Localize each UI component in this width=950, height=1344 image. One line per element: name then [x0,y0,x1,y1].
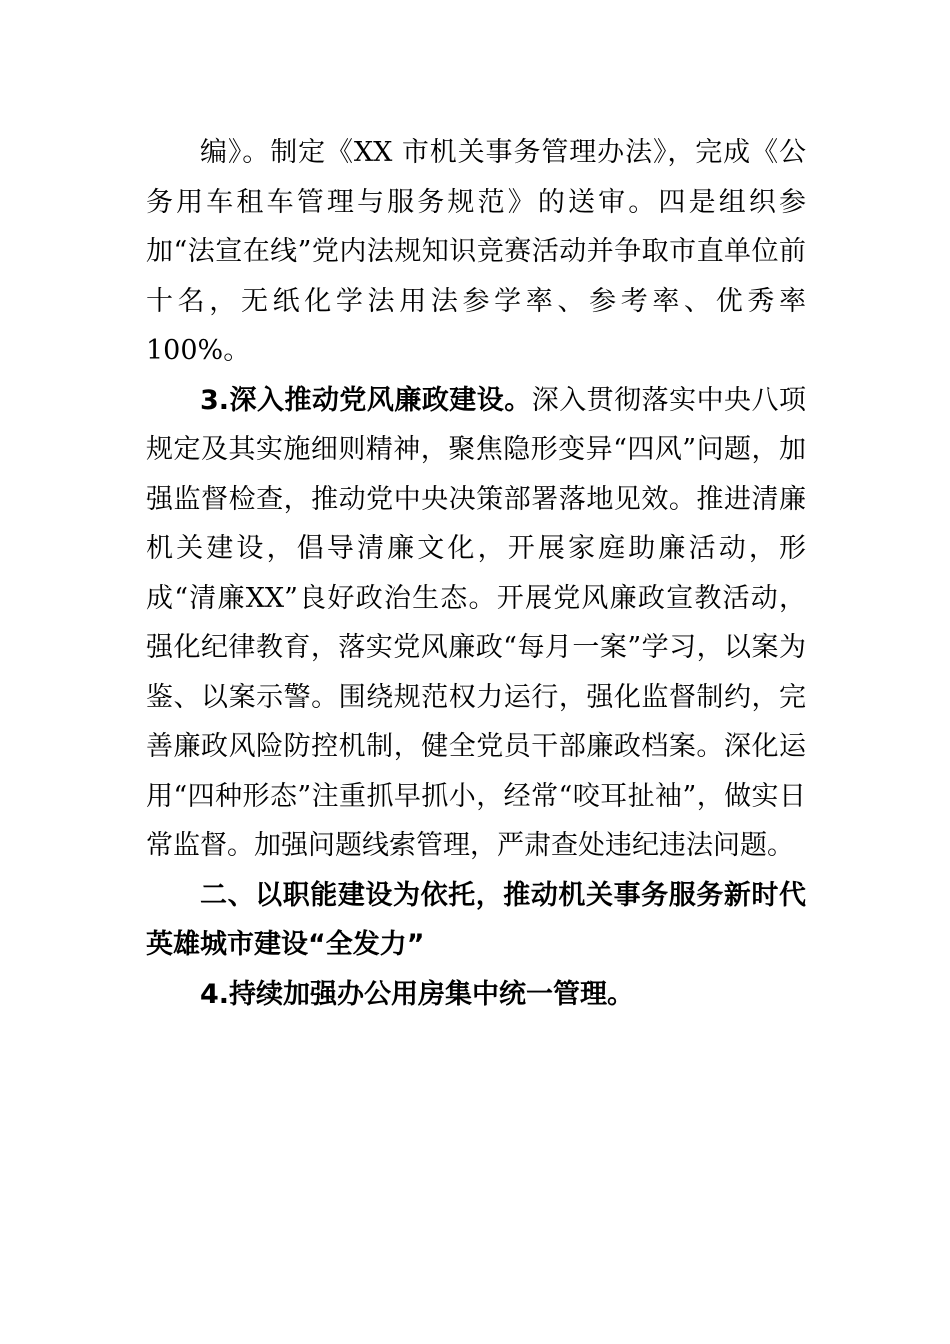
clean-governance-text: 深入贯彻落实中央八项规定及其实施细则精神，聚焦隐形变异“四风”问题，加强监督检查，推动党中央决策部署落地见效。推进清廉机关建设，倡导清廉文化，开展家庭助廉活动，形成“清廉XX”良好政治生态。开展党风廉政宣教活动，强化纪律教育，落实党风廉政“每月一案”学习，以案为鉴、以案示警。围绕规范权力运行，强化监督制约，完善廉政风险防控机制，健全党员干部廉政档案。深化运用“四种形态”注重抓早抓小，经常“咬耳扯袖”，做实日常监督。加强问题线索管理，严肃查处违纪违法问题。 [146,384,806,861]
clean-governance-title: 3.深入推动党风廉政建设。 [200,384,532,416]
paragraph-clean-governance [146,376,806,871]
office-space-title: 4.持续加强办公用房集中统一管理。 [200,978,635,1010]
section-heading-two [146,871,806,970]
paragraph-regulations [146,128,806,376]
document-body [146,128,806,1019]
paragraph-office-space [146,970,806,1020]
section-heading-two-text: 二、以职能建设为依托，推动机关事务服务新时代英雄城市建设“全发力” [146,879,806,960]
paragraph-regulations-text: 编》。制定《XX 市机关事务管理办法》，完成《公务用车租车管理与服务规范》的送审。四是组织参加“法宣在线”党内法规知识竞赛活动并争取市直单位前十名，无纸化学法用法参学率、参考率、优秀率100%。 [146,137,806,366]
